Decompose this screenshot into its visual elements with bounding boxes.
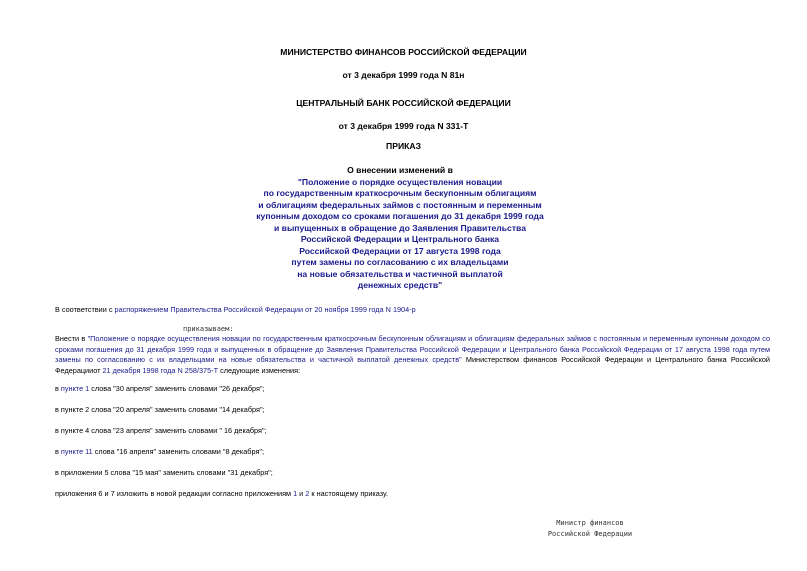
item-text: к настоящему приказу. <box>309 489 388 498</box>
item-text: слова "16 апреля" заменить словами "8 декабря"; <box>92 447 265 456</box>
item-text: слова "30 апреля" заменить словами "26 декабря"; <box>89 384 265 393</box>
item-text: в <box>55 384 61 393</box>
title-line[interactable]: путем замены по согласованию с их владельцами <box>291 257 509 267</box>
amend-paragraph <box>55 334 770 376</box>
list-item <box>55 447 770 458</box>
list-item: в пункте 4 слова "23 апреля" заменить словами " 16 декабря"; <box>55 426 267 435</box>
item-text: приложения 6 и 7 изложить в новой редакции согласно приложениям <box>55 489 294 498</box>
intro-text: В соответствии с <box>55 305 115 314</box>
list-item <box>55 384 770 395</box>
amend-text: Внести в <box>55 334 88 343</box>
list-item: в приложении 5 слова "15 мая" заменить словами "31 декабря"; <box>55 468 273 477</box>
appendix-link[interactable]: 1 <box>293 489 298 498</box>
bank-date: от 3 декабря 1999 года N 331-Т <box>338 121 469 131</box>
title-line: О внесении изменений в <box>347 165 453 175</box>
bank-heading: ЦЕНТРАЛЬНЫЙ БАНК РОССИЙСКОЙ ФЕДЕРАЦИИ <box>296 98 511 108</box>
title-line[interactable]: денежных средств" <box>357 280 443 290</box>
title-line[interactable]: и выпущенных в обращение до Заявления Правительства <box>274 222 526 233</box>
list-item: в пункте 2 слова "20 апреля" заменить словами "14 декабря"; <box>55 405 265 414</box>
decree-link[interactable]: распоряжением Правительства Российской Федерации от 20 ноября 1999 года N 1904-р <box>114 305 416 314</box>
signature-line: Министр финансов <box>556 519 624 527</box>
amend-text: Министерством финансов Российской Федерации и Центрального банка Российской Федерацииот <box>55 355 770 375</box>
ministry-date: от 3 декабря 1999 года N 81н <box>342 70 465 80</box>
signature-line: Российской Федерации <box>547 530 633 538</box>
title-line[interactable]: на новые обязательства и частичной выплатой <box>297 268 503 279</box>
regulation-date-link[interactable]: 21 декабря 1998 года N 258/375-Т <box>102 365 219 375</box>
intro-paragraph <box>55 305 770 316</box>
item-text: в <box>55 447 61 456</box>
document-type: ПРИКАЗ <box>386 141 421 151</box>
title-line[interactable]: "Положение о порядке осуществления новации <box>297 176 503 187</box>
document-title <box>200 165 600 292</box>
item-link[interactable]: пункте 11 <box>60 447 93 456</box>
orders-label: приказываем: <box>183 325 234 333</box>
amend-text: следующие изменения: <box>218 365 301 375</box>
item-link[interactable]: пункте 1 <box>60 384 90 393</box>
ministry-heading: МИНИСТЕРСТВО ФИНАНСОВ РОССИЙСКОЙ ФЕДЕРАЦИИ <box>280 47 527 57</box>
title-line[interactable]: Российской Федерации и Центрального банка <box>300 234 500 244</box>
appendix-link[interactable]: 2 <box>305 489 310 498</box>
title-line[interactable]: по государственным краткосрочным бескупонным облигациям <box>263 188 537 198</box>
title-line[interactable]: купонным доходом со сроками погашения до 31 декабря 1999 года <box>256 211 544 221</box>
title-line[interactable]: и облигациям федеральных займов с постоянным и переменным <box>258 199 542 210</box>
signature-block <box>530 518 650 540</box>
list-item <box>55 489 770 500</box>
title-line[interactable]: Российской Федерации от 17 августа 1998 года <box>299 245 501 256</box>
item-text: и <box>297 489 306 498</box>
regulation-link[interactable]: "Положение о порядке осуществления новации по государственным краткосрочным бескупонным облигациям и облигациям федеральных займов с постоянным и переменным купонным доходом со сроками погашения до 31 декабря 1999 года и выпущенных в обращение до Заявления Правительства Российской Федерации и Центрального банка Российской Федерации от 17 августа 1998 года путем замены по согласованию с их владельцами на новые обязательства и частичной выплатой денежных средств" <box>55 334 771 364</box>
